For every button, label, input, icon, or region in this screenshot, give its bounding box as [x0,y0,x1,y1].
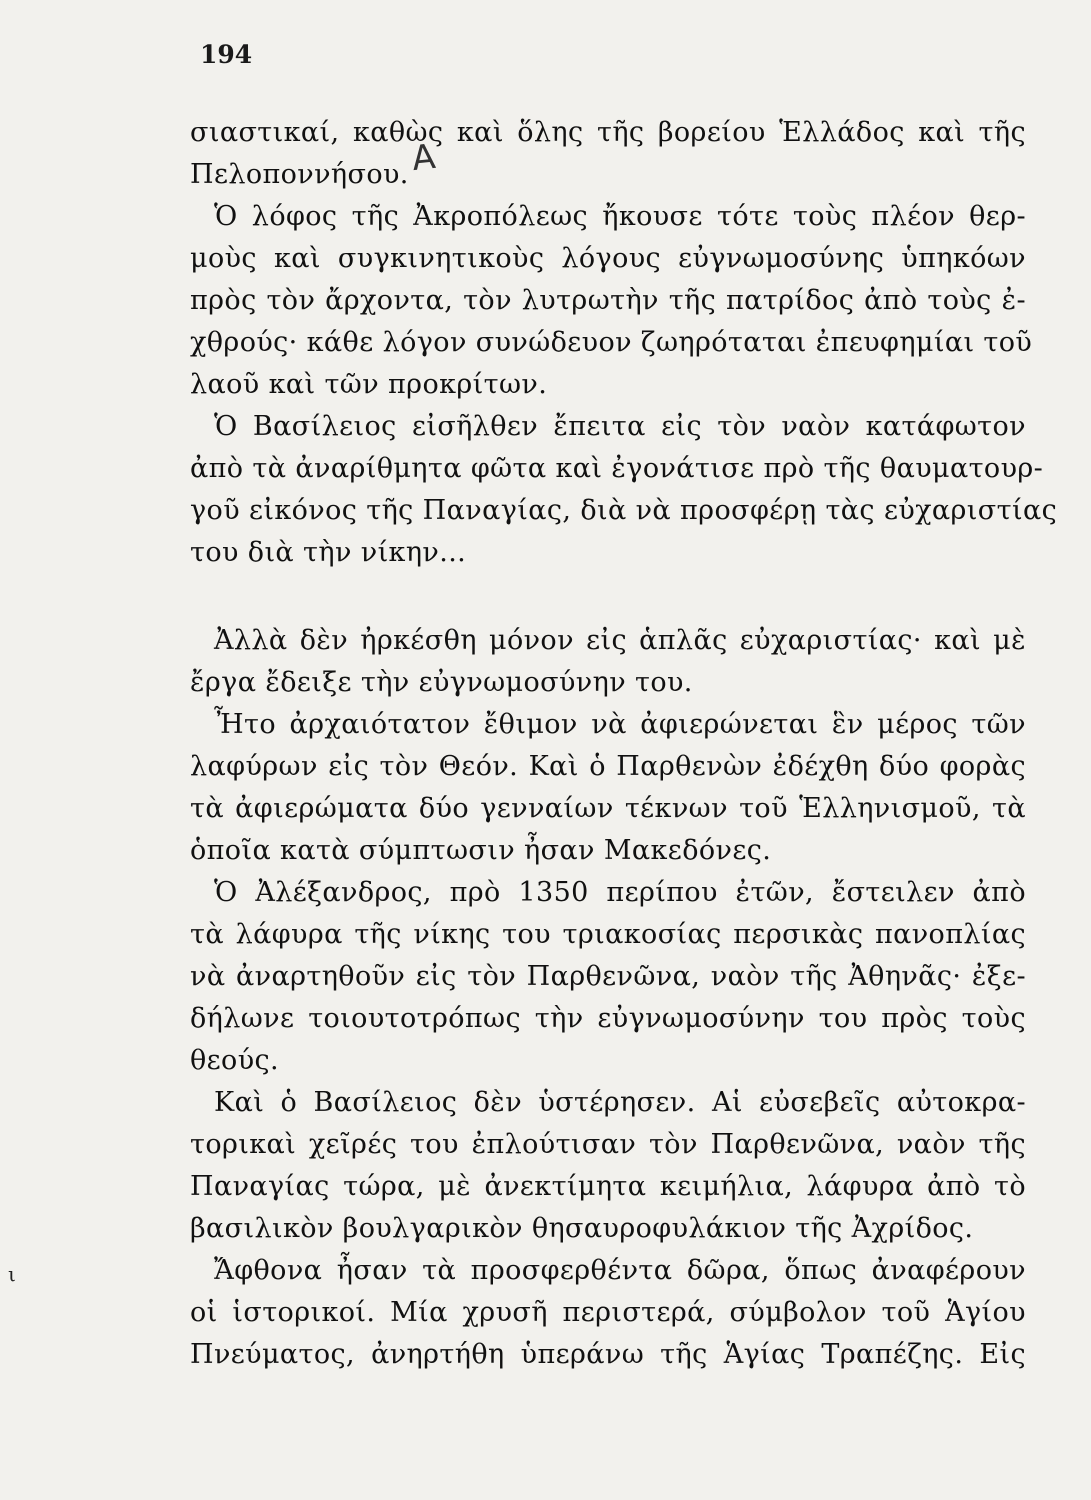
paragraph [190,704,1026,872]
text-line: Ὁ Βασίλειος εἰσῆλθεν ἔπειτα εἰς τὸν ναὸν κατάφωτον [214,411,1026,442]
section-gap [190,574,1026,620]
body-text [190,112,1058,1376]
text-line: σιαστικαί, καθὼς καὶ ὅλης τῆς βορείου Ἑλλάδος καὶ τῆς [190,117,1026,148]
text-line: μοὺς καὶ συγκινητικοὺς λόγους εὐγνωμοσύνης ὑπηκόων [190,243,1026,274]
text-line: Παναγίας τώρα, μὲ ἀνεκτίμητα κειμήλια, λάφυρα ἀπὸ τὸ [190,1171,1026,1202]
text-line: βασιλικὸν βουλγαρικὸν θησαυροφυλάκιον τῆς Ἀχρίδος. [190,1213,974,1244]
handwritten-annotation: A [409,136,438,180]
text-line: δήλωνε τοιουτοτρόπως τὴν εὐγνωμοσύνην του πρὸς τοὺς [190,1003,1026,1034]
page-number: 194 [200,40,253,69]
text-line: Ὁ λόφος τῆς Ἀκροπόλεως ἤκουσε τότε τοὺς πλέον θερ- [214,201,1026,232]
text-line: χθρούς· κάθε λόγον συνώδευον ζωηρόταται ἐπευφημίαι τοῦ [190,327,1033,358]
text-line: Ἀλλὰ δὲν ἠρκέσθη μόνον εἰς ἁπλᾶς εὐχαριστίας· καὶ μὲ [214,625,1026,656]
text-line: ὁποῖα κατὰ σύμπτωσιν ἦσαν Μακεδόνες. [190,835,772,866]
text-line: λαφύρων εἰς τὸν Θεόν. Καὶ ὁ Παρθενὼν ἐδέχθη δύο φορὰς [190,751,1026,782]
text-line: ἀπὸ τὰ ἀναρίθμητα φῶτα καὶ ἐγονάτισε πρὸ τῆς θαυματουρ- [190,453,1044,484]
paragraph [190,1250,1026,1376]
text-line: τὰ λάφυρα τῆς νίκης του τριακοσίας περσικὰς πανοπλίας [190,919,1026,950]
text-line: θεούς. [190,1045,280,1076]
paragraph [190,872,1026,1082]
paragraph [190,112,1026,196]
text-line: οἱ ἱστορικοί. Μία χρυσῆ περιστερά, σύμβολον τοῦ Ἁγίου [190,1297,1026,1328]
text-line: Ὁ Ἀλέξανδρος, πρὸ 1350 περίπου ἐτῶν, ἔστειλεν ἀπὸ [214,877,1026,908]
text-line: τὰ ἀφιερώματα δύο γενναίων τέκνων τοῦ Ἑλληνισμοῦ, τὰ [190,793,1026,824]
text-line: τορικαὶ χεῖρές του ἐπλούτισαν τὸν Παρθενῶνα, ναὸν τῆς [190,1129,1026,1160]
text-line: Καὶ ὁ Βασίλειος δὲν ὑστέρησεν. Αἱ εὐσεβεῖς αὐτοκρα- [214,1087,1026,1118]
text-line: του διὰ τὴν νίκην... [190,537,467,568]
paragraph [190,620,1026,704]
text-line: Πελοποννήσου. [190,159,409,190]
paragraph [190,196,1033,406]
margin-mark: ι [8,1262,16,1286]
paragraph [190,1082,1026,1250]
paragraph [190,406,1058,574]
text-line: Ἦτο ἀρχαιότατον ἔθιμον νὰ ἀφιερώνεται ἓν μέρος τῶν [214,709,1026,740]
text-line: Πνεύματος, ἀνηρτήθη ὑπεράνω τῆς Ἁγίας Τραπέζης. Εἰς [190,1339,1026,1370]
text-line: νὰ ἀναρτηθοῦν εἰς τὸν Παρθενῶνα, ναὸν τῆς Ἀθηνᾶς· ἐξε- [190,961,1026,992]
text-line: ἔργα ἔδειξε τὴν εὐγνωμοσύνην του. [190,667,693,698]
text-line: γοῦ εἰκόνος τῆς Παναγίας, διὰ νὰ προσφέρῃ τὰς εὐχαριστίας [190,495,1058,526]
text-line: λαοῦ καὶ τῶν προκρίτων. [190,369,548,400]
text-line: πρὸς τὸν ἄρχοντα, τὸν λυτρωτὴν τῆς πατρίδος ἀπὸ τοὺς ἐ- [190,285,1026,316]
text-line: Ἄφθονα ἦσαν τὰ προσφερθέντα δῶρα, ὅπως ἀναφέρουν [214,1255,1026,1286]
